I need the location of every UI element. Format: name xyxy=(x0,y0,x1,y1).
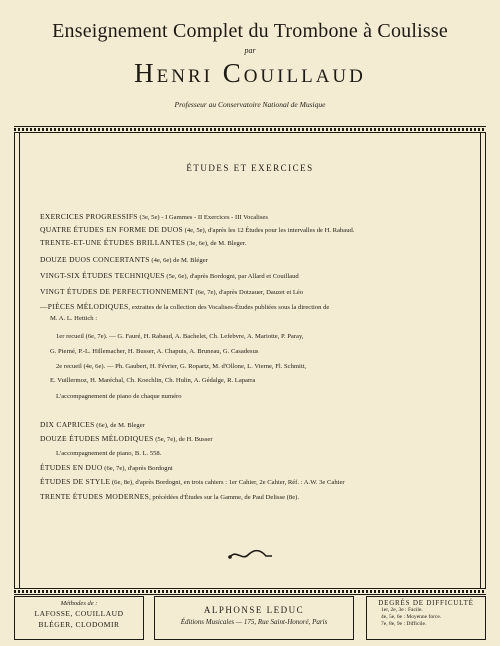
list-item: EXERCICES PROGRESSIFS (3e, 5e) - I Gammes - II Exercices - III Vocalises xyxy=(40,212,268,221)
list-item: DIX CAPRICES (6e), de M. Bleger xyxy=(40,420,145,429)
publisher-box xyxy=(154,596,354,640)
list-item: VINGT ÉTUDES DE PERFECTIONNEMENT (6e, 7e), d'après Dotzauer, Dauzet et Léo xyxy=(40,287,304,296)
list-item: ÉTUDES EN DUO (6e, 7e), d'après Bordogni xyxy=(40,463,173,472)
list-item: VINGT-SIX ÉTUDES TECHNIQUES (5e, 6e), d'après Bordogni, par Allard et Couillaud xyxy=(40,271,299,280)
list-item: 1er recueil (6e, 7e). — G. Fauré, H. Rabaud, A. Bachelet, Ch. Lefebvre, A. Mariotte, P. Paray, xyxy=(56,333,304,340)
list-item: 2e recueil (4e, 6e). — Ph. Gaubert, H. Février, G. Ropartz, M. d'Ollone, L. Vierne, Fl. Schmitt, xyxy=(56,363,307,370)
list-item: TRENTE ÉTUDES MODERNES, précédées d'Études sur la Gamme, de Paul Delisse (8e). xyxy=(40,492,299,501)
difficulty-level: 7e, 8e, 9e : Difficile. xyxy=(381,621,427,627)
list-item: M. A. L. Hettich : xyxy=(50,315,98,322)
list-item: L'accompagnement de piano de chaque numéro xyxy=(56,393,182,400)
border-top xyxy=(14,126,486,133)
list-item: DOUZE DUOS CONCERTANTS (4e, 6e) de M. Bléger xyxy=(40,255,208,264)
list-item: ÉTUDES DE STYLE (6e, 8e), d'après Bordogni, en trois cahiers : 1er Cahier, 2e Cahier, Réf. : A.W. 3e Cahier xyxy=(40,477,345,486)
author: Henri Couillaud xyxy=(134,58,366,88)
footer xyxy=(14,596,486,642)
section-subtitle: ÉTUDES ET EXERCICES xyxy=(186,163,314,173)
list-item: DOUZE ÉTUDES MÉLODIQUES (5e, 7e), de H. Busser xyxy=(40,434,213,443)
flourish-ornament xyxy=(226,547,276,563)
professor-credit: Professeur au Conservatoire National de Musique xyxy=(174,100,326,109)
difficulty-heading: DEGRÉS DE DIFFICULTÉ xyxy=(378,599,474,607)
border-bottom xyxy=(14,588,486,595)
difficulty-level: 1er, 2e, 3e : Facile. xyxy=(381,607,423,613)
publisher-address: Éditions Musicales — 175, Rue Saint-Honoré, Paris xyxy=(180,618,328,626)
publisher-name: ALPHONSE LEDUC xyxy=(203,605,305,615)
list-item: QUATRE ÉTUDES EN FORME DE DUOS (4e, 5e), d'après les 12 Études pour les intervalles de H. Rabaud. xyxy=(40,225,355,234)
list-item: G. Pierné, P.-L. Hillemacher, H. Busser, A. Chapuis, A. Bruneau, G. Casadesus xyxy=(50,348,259,355)
list-item: —PIÈCES MÉLODIQUES, extraites de la collection des Vocalises-Études publiées sous la direction de xyxy=(40,302,330,311)
methods-heading: Méthodes de : xyxy=(60,600,98,607)
methods-authors-1: LAFOSSE, COUILLAUD xyxy=(34,609,124,618)
list-item: E. Vuillermoz, H. Maréchal, Ch. Koechlin, Ch. Hulin, A. Gédalge, R. Laparra xyxy=(50,377,256,384)
par-label: par xyxy=(244,46,256,55)
methods-authors-2: BLÉGER, CLODOMIR xyxy=(38,620,120,629)
border-left xyxy=(14,133,20,588)
difficulty-level: 4e, 5e, 6e : Moyenne force. xyxy=(381,614,442,620)
list-item: TRENTE-ET-UNE ÉTUDES BRILLANTES (3e, 6e), de M. Bleger. xyxy=(40,238,247,247)
methods-box xyxy=(14,596,144,640)
list-item: L'accompagnement de piano, B. L. 558. xyxy=(56,450,162,457)
difficulty-box xyxy=(366,596,486,640)
border-right xyxy=(480,133,486,588)
title: Enseignement Complet du Trombone à Coulisse xyxy=(52,20,448,42)
